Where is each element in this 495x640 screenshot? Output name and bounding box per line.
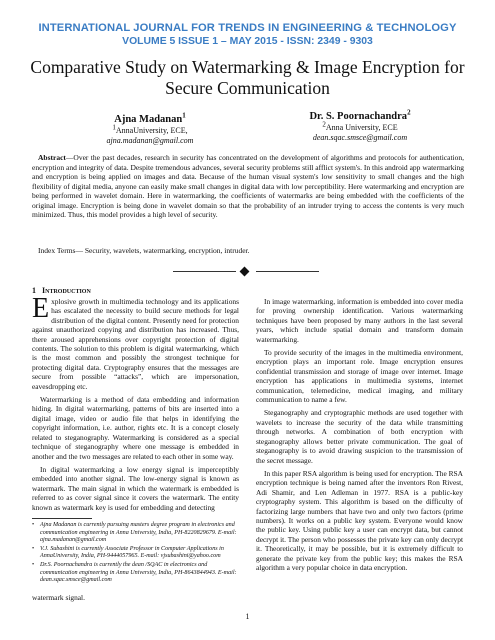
right-paragraph-2: To provide security of the images in the multimedia environment, encryption plays an important role. Image encryption ensures confidential transmission and storage of image over internet. Image encryption has applications in multimedia systems, internet communication, telemedicine, medical imaging, and military communication to name a few. (256, 348, 463, 405)
right-column (256, 297, 463, 576)
author-1-affiliation-sup: 1 (112, 123, 116, 132)
right-paragraph-4: In this paper RSA algorithm is being used for encryption. The RSA encryption technique is being named after the inventors Ron Rivest, Adi Shamir, and Len Adleman in 1977. RSA is a public-key cryptography system. This algorithm is based on the difficulty of factorizing large numbers that have two and only two factors (prime numbers). It works on a public key system. Everyone would know the public key. Using public key a user can encrypt data, but cannot decrypt it. The person who possesses the private key can only decrypt it. Theoretically, it may be possible, but it is extremely difficult to generate the private key from the public key; this makes the RSA algorithm a very popular choice in data encryption. (256, 468, 463, 572)
drop-cap: E (32, 297, 50, 324)
author-2-name-line (300, 110, 420, 123)
author-1-name: Ajna Madanan (114, 114, 183, 125)
separator-right-line (256, 271, 319, 272)
left-paragraph-2: Watermarking is a method of data embedding and information hiding. In digital watermarking, patterns of bits are inserted into a digital image, video or audio file that helps in identifying the copyright information, i.e. author, rights etc. It is a concept closely related to steganography. Watermarking is considered as a special technique of steganography where one message is embedded in another and the two messages are related to each other in some way. (32, 395, 239, 461)
bullet-icon: • (32, 522, 35, 528)
author-2-email: dean.sqac.smsce@gmail.com (312, 133, 408, 142)
author-1-email: ajna.madanan@gmail.com (106, 136, 194, 145)
author-1 (95, 113, 205, 146)
footnote-item (32, 546, 239, 561)
section-number: 1 (32, 286, 36, 295)
footnote-text: Ajna Madanan is currently pursuing masters degree program in electronics and communication engineering in Anna University, India, PH-8220829679. E-mail: ajna.madanan@gmail.com (40, 522, 237, 544)
footnotes (32, 522, 239, 586)
section-title: Introduction (42, 286, 91, 295)
author-1-sup: 1 (182, 111, 186, 120)
right-paragraph-1: In image watermarking, information is embedded into cover media for proving ownership identification. Various watermarking techniques have been proposed by many authors in the last several years, which include spatial domain and transform domain watermarking. (256, 297, 463, 344)
abstract-text: —Over the past decades, research in security has concentrated on the development of algorithms and protocols for authentication, encryption and integrity of data. Despite tremendous advances, several security problems still afflict system's. In this android app watermarking and encryption is being applied on images and data. Because of the human visual system's low sensitivity to small changes and the high flexibility of digital media, anyone can easily make small changes in digital data with low perceptibility. Here watermarking and encryption are being performed in wavelet domain. Here in watermarking, the coefficients of watermarks are being embedded with the coefficients of the original image. Encryption is being done in wavelet domain so that the probability of an intruder trying to access the contents is very much minimized. Thus, this model provides a high level of security. (32, 153, 464, 219)
author-2-affiliation: Anna University, ECE (325, 123, 398, 132)
separator-diamond-icon (240, 267, 250, 277)
left-paragraph-3: In digital watermarking a low energy signal is imperceptibly embedded into another signal. The low-energy signal is known as watermark. The main signal in which the watermark is embedded is referred to as cover signal since it covers the watermark. The entity known as watermark key is used for embedding and detecting (32, 464, 239, 512)
index-terms-text: — Security, wavelets, watermarking, encryption, intruder. (75, 246, 250, 255)
author-2-affiliation-sup: 2 (322, 120, 326, 129)
index-terms (32, 246, 464, 256)
left-continuation-text: watermark signal. (32, 593, 85, 602)
separator-left-line (173, 271, 236, 272)
abstract (32, 153, 464, 220)
bullet-icon: • (32, 561, 35, 568)
paper-title: Comparative Study on Watermarking & Image Encryption for Secure Communication (30, 57, 465, 98)
journal-issue: VOLUME 5 ISSUE 1 – MAY 2015 - ISSN: 2349 - 9303 (122, 36, 373, 47)
footnote-item (32, 562, 239, 585)
journal-name: INTERNATIONAL JOURNAL FOR TRENDS IN ENGINEERING & TECHNOLOGY (38, 22, 457, 34)
footnote-text: Dr.S. Poornachandra is currently the dean /SQAC in electronics and communication engineering in Anna University, India, PH-8643844943. E-mail: dean.sqac.smsce@gmail.com (40, 561, 237, 584)
left-column (32, 297, 239, 512)
author-2-affiliation-line (322, 120, 398, 132)
author-2 (300, 110, 420, 143)
page-number: 1 (245, 612, 250, 621)
author-1-affiliation: AnnaUniversity, ECE, (115, 126, 188, 135)
footnote-text: V.J. Subashini is currently Associate Professor in Computer Applications in AnnaUniversity, India, PH-9444057965. E-mail: vjsubashini@yahoo.com (40, 545, 224, 560)
author-2-name: Dr. S. Poornachandra (309, 111, 408, 122)
author-2-sup: 2 (407, 108, 411, 117)
section-heading (32, 286, 91, 295)
author-1-affiliation-line (112, 123, 188, 135)
footnote-rule (32, 518, 92, 519)
left-paragraph-1 (32, 297, 239, 391)
bullet-icon: • (32, 545, 35, 552)
left-paragraph-1-text: xplosive growth in multimedia technology and its applications has escalated the necessity to build secure methods for legal distribution of the digital content. Presently need for protection against unauthorized copying and distribution has increased. Thus, there aroused apprehensions over copyright protection of digital contents. The solution to this problem is digital watermarking, which is the most common and possibly the strongest technique for protecting digital data. Cryptography ensures that the messages are secure from possible “attacks”, which are impersonation, eavesdropping etc. (32, 297, 239, 391)
footnote-item (32, 522, 239, 545)
right-paragraph-3: Steganography and cryptographic methods are used together with wavelets to increase the security of the data while transmitting through networks. A combination of both encryption with steganography allows better private communication. The goal of steganography is to avoid drawing suspicion to the transmission of the secret message. (256, 408, 463, 465)
abstract-label: Abstract (38, 153, 66, 162)
index-terms-label: Index Terms (38, 246, 76, 255)
